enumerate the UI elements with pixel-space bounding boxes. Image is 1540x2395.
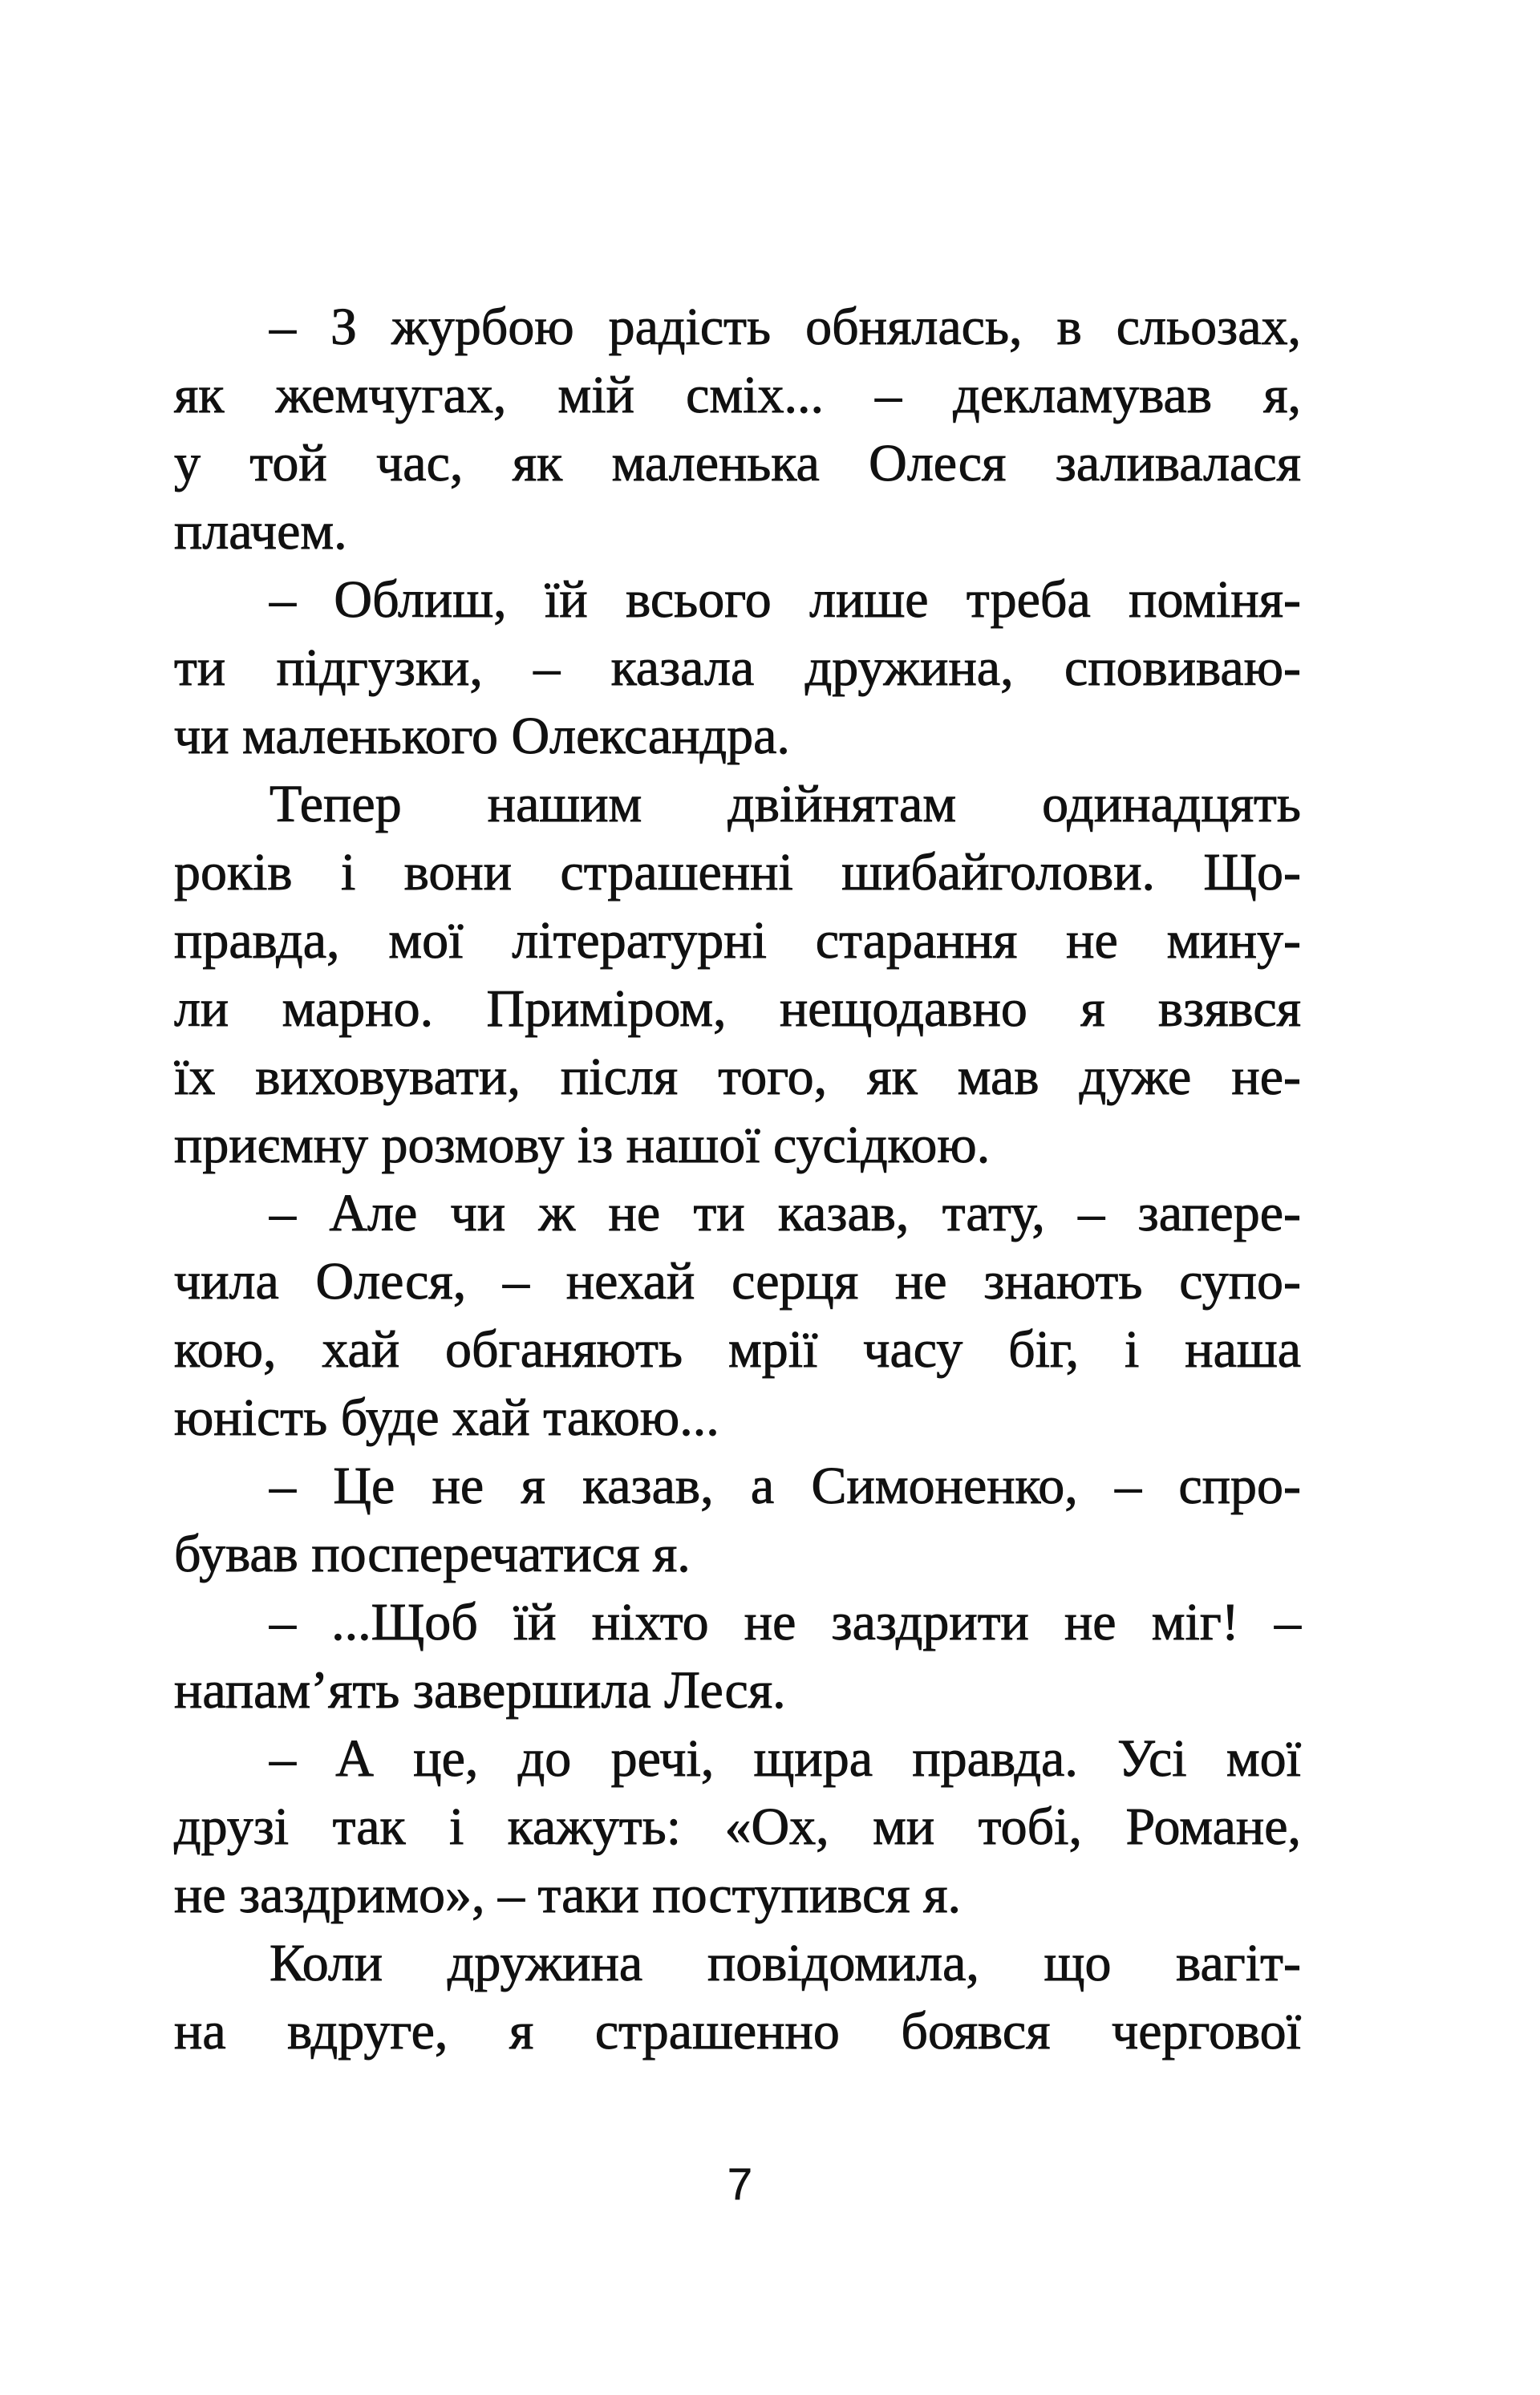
text-line: правда, мої літературні старання не мину- — [174, 911, 1301, 970]
text-line: кою, хай обганяють мрії часу біг, і наша — [174, 1320, 1301, 1379]
text-line: чила Олеся, – нехай серця не знають супо- — [174, 1252, 1301, 1311]
text-line: – З журбою радість обнялась, в сльозах, — [270, 298, 1301, 356]
text-line: бував посперечатися я. — [174, 1525, 691, 1583]
text-line: – Але чи ж не ти казав, тату, – запере- — [270, 1184, 1301, 1242]
text-line: друзі так і кажуть: «Ох, ми тобі, Романе, — [174, 1797, 1301, 1856]
text-line: їх виховувати, після того, як мав дуже не- — [174, 1048, 1301, 1106]
page-number: 7 — [727, 2158, 753, 2209]
text-line: – А це, до речі, щира правда. Усі мої — [270, 1729, 1301, 1788]
text-line: Тепер нашим двійнятам одинадцять — [270, 775, 1301, 833]
text-line: приємну розмову із нашої сусідкою. — [174, 1116, 991, 1174]
text-line: у той час, як маленька Олеся заливалася — [174, 434, 1301, 492]
text-line: не заздримо», – таки поступився я. — [174, 1866, 962, 1924]
text-line: як жемчугах, мій сміх... – декламував я, — [174, 366, 1301, 424]
text-line: ли марно. Приміром, нещодавно я взявся — [174, 979, 1301, 1038]
text-line: ти підгузки, – казала дружина, сповиваю- — [174, 638, 1301, 697]
text-line: плачем. — [174, 502, 347, 561]
text-line: років і вони страшенні шибайголови. Що- — [174, 843, 1301, 902]
text-line: напам’ять завершила Леся. — [174, 1661, 786, 1720]
text-line: Коли дружина повідомила, що вагіт- — [270, 1934, 1301, 1992]
text-line: – Це не я казав, а Симоненко, – спро- — [270, 1457, 1301, 1515]
text-line: – Облиш, їй всього лише треба поміня- — [270, 570, 1301, 629]
text-line: чи маленького Олександра. — [174, 707, 790, 765]
page-body-text — [174, 293, 1301, 2065]
text-line: на вдруге, я страшенно боявся чергової — [174, 2002, 1301, 2061]
text-line: – ...Щоб їй ніхто не заздрити не міг! – — [270, 1593, 1301, 1651]
text-line: юність буде хай такою... — [174, 1388, 719, 1447]
